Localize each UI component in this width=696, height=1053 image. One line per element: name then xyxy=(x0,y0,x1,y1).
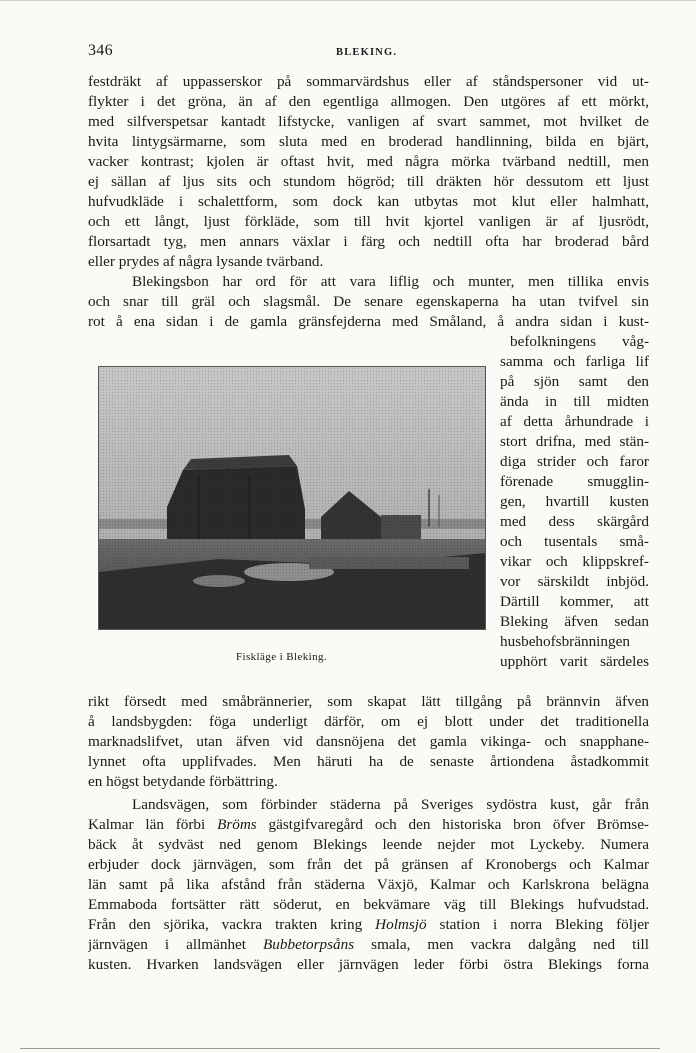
text-line: kusten. Hvarken landsvägen eller järnvägen leder förbi östra Blekings forna xyxy=(88,956,649,973)
figure-caption: Fiskläge i Bleking. xyxy=(236,651,328,663)
text-line: ej sällan af ljus sits och stundom högröd; till dräkten hör dessutom ett ljust xyxy=(88,173,649,190)
text-line xyxy=(88,915,649,935)
text-line: lynnet ofta upplifvades. Men häruti ha de senaste årtiondena åstadkommit xyxy=(88,753,649,770)
fishing-village-photo xyxy=(98,366,486,630)
text-line: eller prydes af några lysande tvärband. xyxy=(88,253,324,270)
text-line: Emmaboda fortsätter rätt söderut, en bekvämare väg till Blekings hufvudstad. xyxy=(88,896,649,913)
text-line: och ett långt, ljust förkläde, som till hvit kjortel vanligen är af ljusrödt, xyxy=(88,213,649,230)
side-text-line: upphört varit särdeles xyxy=(500,653,649,670)
text-span: Från den sjörika, vackra trakten kring xyxy=(88,916,376,933)
place-name: Bubbetorpsåns xyxy=(263,936,355,953)
text-line: hufvudkläde i schalettform, som dock kan utbytas mot klut eller halmhatt, xyxy=(88,193,649,210)
text-span: station i norra Bleking följer xyxy=(426,916,649,933)
side-text-line: Bleking äfven sedan xyxy=(500,613,649,630)
side-text-line: förenade smugglin- xyxy=(500,473,649,490)
side-text-line: vikar och klippskref- xyxy=(500,553,649,570)
text-line: en högst betydande förbättring. xyxy=(88,773,278,790)
text-line xyxy=(88,935,649,955)
text-span: Kalmar län förbi xyxy=(88,816,218,833)
side-text-line: husbehofsbränningen xyxy=(500,633,630,650)
side-text-line: gen, hvartill kusten xyxy=(500,493,649,510)
place-name: Bröms xyxy=(217,816,257,833)
side-text-line: och tusentals små- xyxy=(500,533,649,550)
side-text-line: med dess skärgård xyxy=(500,513,649,530)
text-line: bäck åt sydväst ned genom Blekings leende nejder mot Lyckeby. Numera xyxy=(88,836,649,853)
text-line: rikt försedt med småbrännerier, som skapat lätt tillgång på brännvin äfven xyxy=(88,693,649,710)
text-line xyxy=(88,815,649,835)
bottom-rule xyxy=(20,1048,660,1049)
text-line: marknadslifvet, utan äfven vid dansnöjena det gamla vikinga- och snapphane- xyxy=(88,733,649,750)
side-text-line: stort drifna, med stän- xyxy=(500,433,649,450)
text-line: florsartadt tyg, men annars växlar i färg och nedtill ofta har broderad bård xyxy=(88,233,649,250)
text-line: rot å ena sidan i de gamla gränsfejderna med Småland, å andra sidan i kust- xyxy=(88,313,649,330)
side-text-line: ända in till midten xyxy=(500,393,649,410)
running-head: BLEKING. xyxy=(336,47,398,58)
text-line: erbjuder dock järnvägen, som från det på gränsen af Kronobergs och Kalmar xyxy=(88,856,649,873)
side-text-line: på sjön samt den xyxy=(500,373,649,390)
text-line: vacker kontrast; kjolen är oftast hvit, med några mörka tvärband nedtill, men xyxy=(88,153,649,170)
side-text-line: vor särskildt inbjöd. xyxy=(500,573,649,590)
text-span: gästgifvaregård och den historiska bron öfver Brömse- xyxy=(256,816,649,833)
text-line: festdräkt af uppasserskor på sommarvärdshus eller af ståndspersoner vid ut- xyxy=(88,73,649,90)
photo-illustration xyxy=(99,367,485,629)
text-line: Landsvägen, som förbinder städerna på Sveriges sydöstra kust, går från xyxy=(132,796,649,813)
side-text-line: diga strider och faror xyxy=(500,453,649,470)
text-line: å landsbygden: föga underligt därför, om ej blott under det traditionella xyxy=(88,713,649,730)
side-text-line: af detta århundrade i xyxy=(500,413,649,430)
text-line: och snar till gräl och slagsmål. De senare egenskaperna ha utan tvifvel sin xyxy=(88,293,649,310)
text-line: med silfverspetsar kantadt lifstycke, vanligen af svart sammet, mot hvilket de xyxy=(88,113,649,130)
text-line: län samt på lika afstånd från städerna Växjö, Kalmar och Karlskrona belägna xyxy=(88,876,649,893)
side-text-line: befolkningens våg- xyxy=(510,333,649,350)
text-span: smala, men vackra dalgång ned till xyxy=(354,936,649,953)
side-text-line: Därtill kommer, att xyxy=(500,593,649,610)
text-line: flykter i det gröna, än af den egentliga allmogen. Den utgöres af ett mörkt, xyxy=(88,93,649,110)
text-line: Blekingsbon har ord för att vara liflig och munter, men tillika envis xyxy=(132,273,649,290)
text-line: hvita lintygsärmarne, som sluta med en broderad handlinning, bilda en bjärt, xyxy=(88,133,649,150)
place-name: Holmsjö xyxy=(375,916,427,933)
text-span: järnvägen i allmänhet xyxy=(88,936,264,953)
page-number: 346 xyxy=(88,42,113,59)
top-rule xyxy=(0,0,696,1)
side-text-line: samma och farliga lif xyxy=(500,353,649,370)
